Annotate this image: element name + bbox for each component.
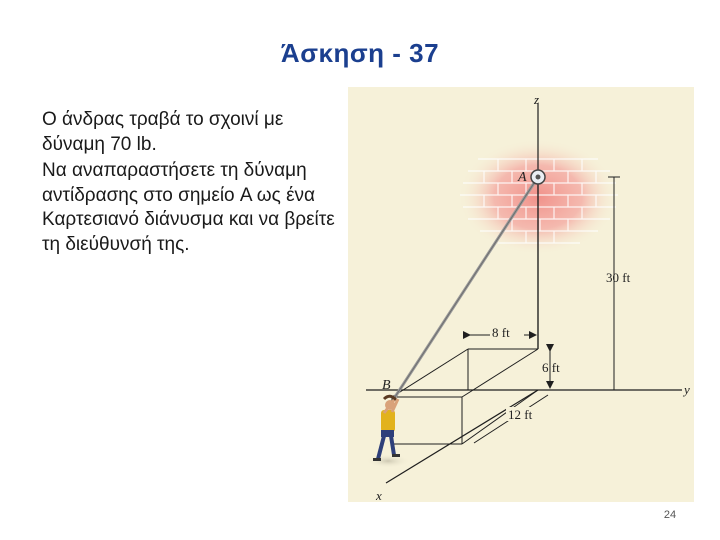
problem-figure [348,87,694,502]
figure-svg [348,87,694,502]
problem-statement [42,108,342,259]
dim-8-label: 8 ft [492,325,510,340]
dim-6-label: 6 ft [542,360,560,375]
y-axis-label: y [684,382,690,397]
point-b-label: B [382,378,391,393]
dim-12-label: 12 ft [508,407,533,422]
point-a-label: A [518,170,527,185]
problem-paragraph-force: Ο άνδρας τραβά το σχοινί με δύναμη 70 lb. [42,109,284,155]
dim-30-label: 30 ft [606,270,631,285]
problem-paragraph-task: Να αναπαραστήσετε τη δύναμη αντίδρασης στο σημείο A ως ένα Καρτεσιανό διάνυσμα και να βρείτε τη διεύθυνσή της. [42,160,335,255]
page-number: 24 [663,509,677,521]
x-axis-label: x [376,488,382,502]
slide-title: Άσκηση - 37 [280,38,440,68]
z-axis-label: z [534,92,540,107]
